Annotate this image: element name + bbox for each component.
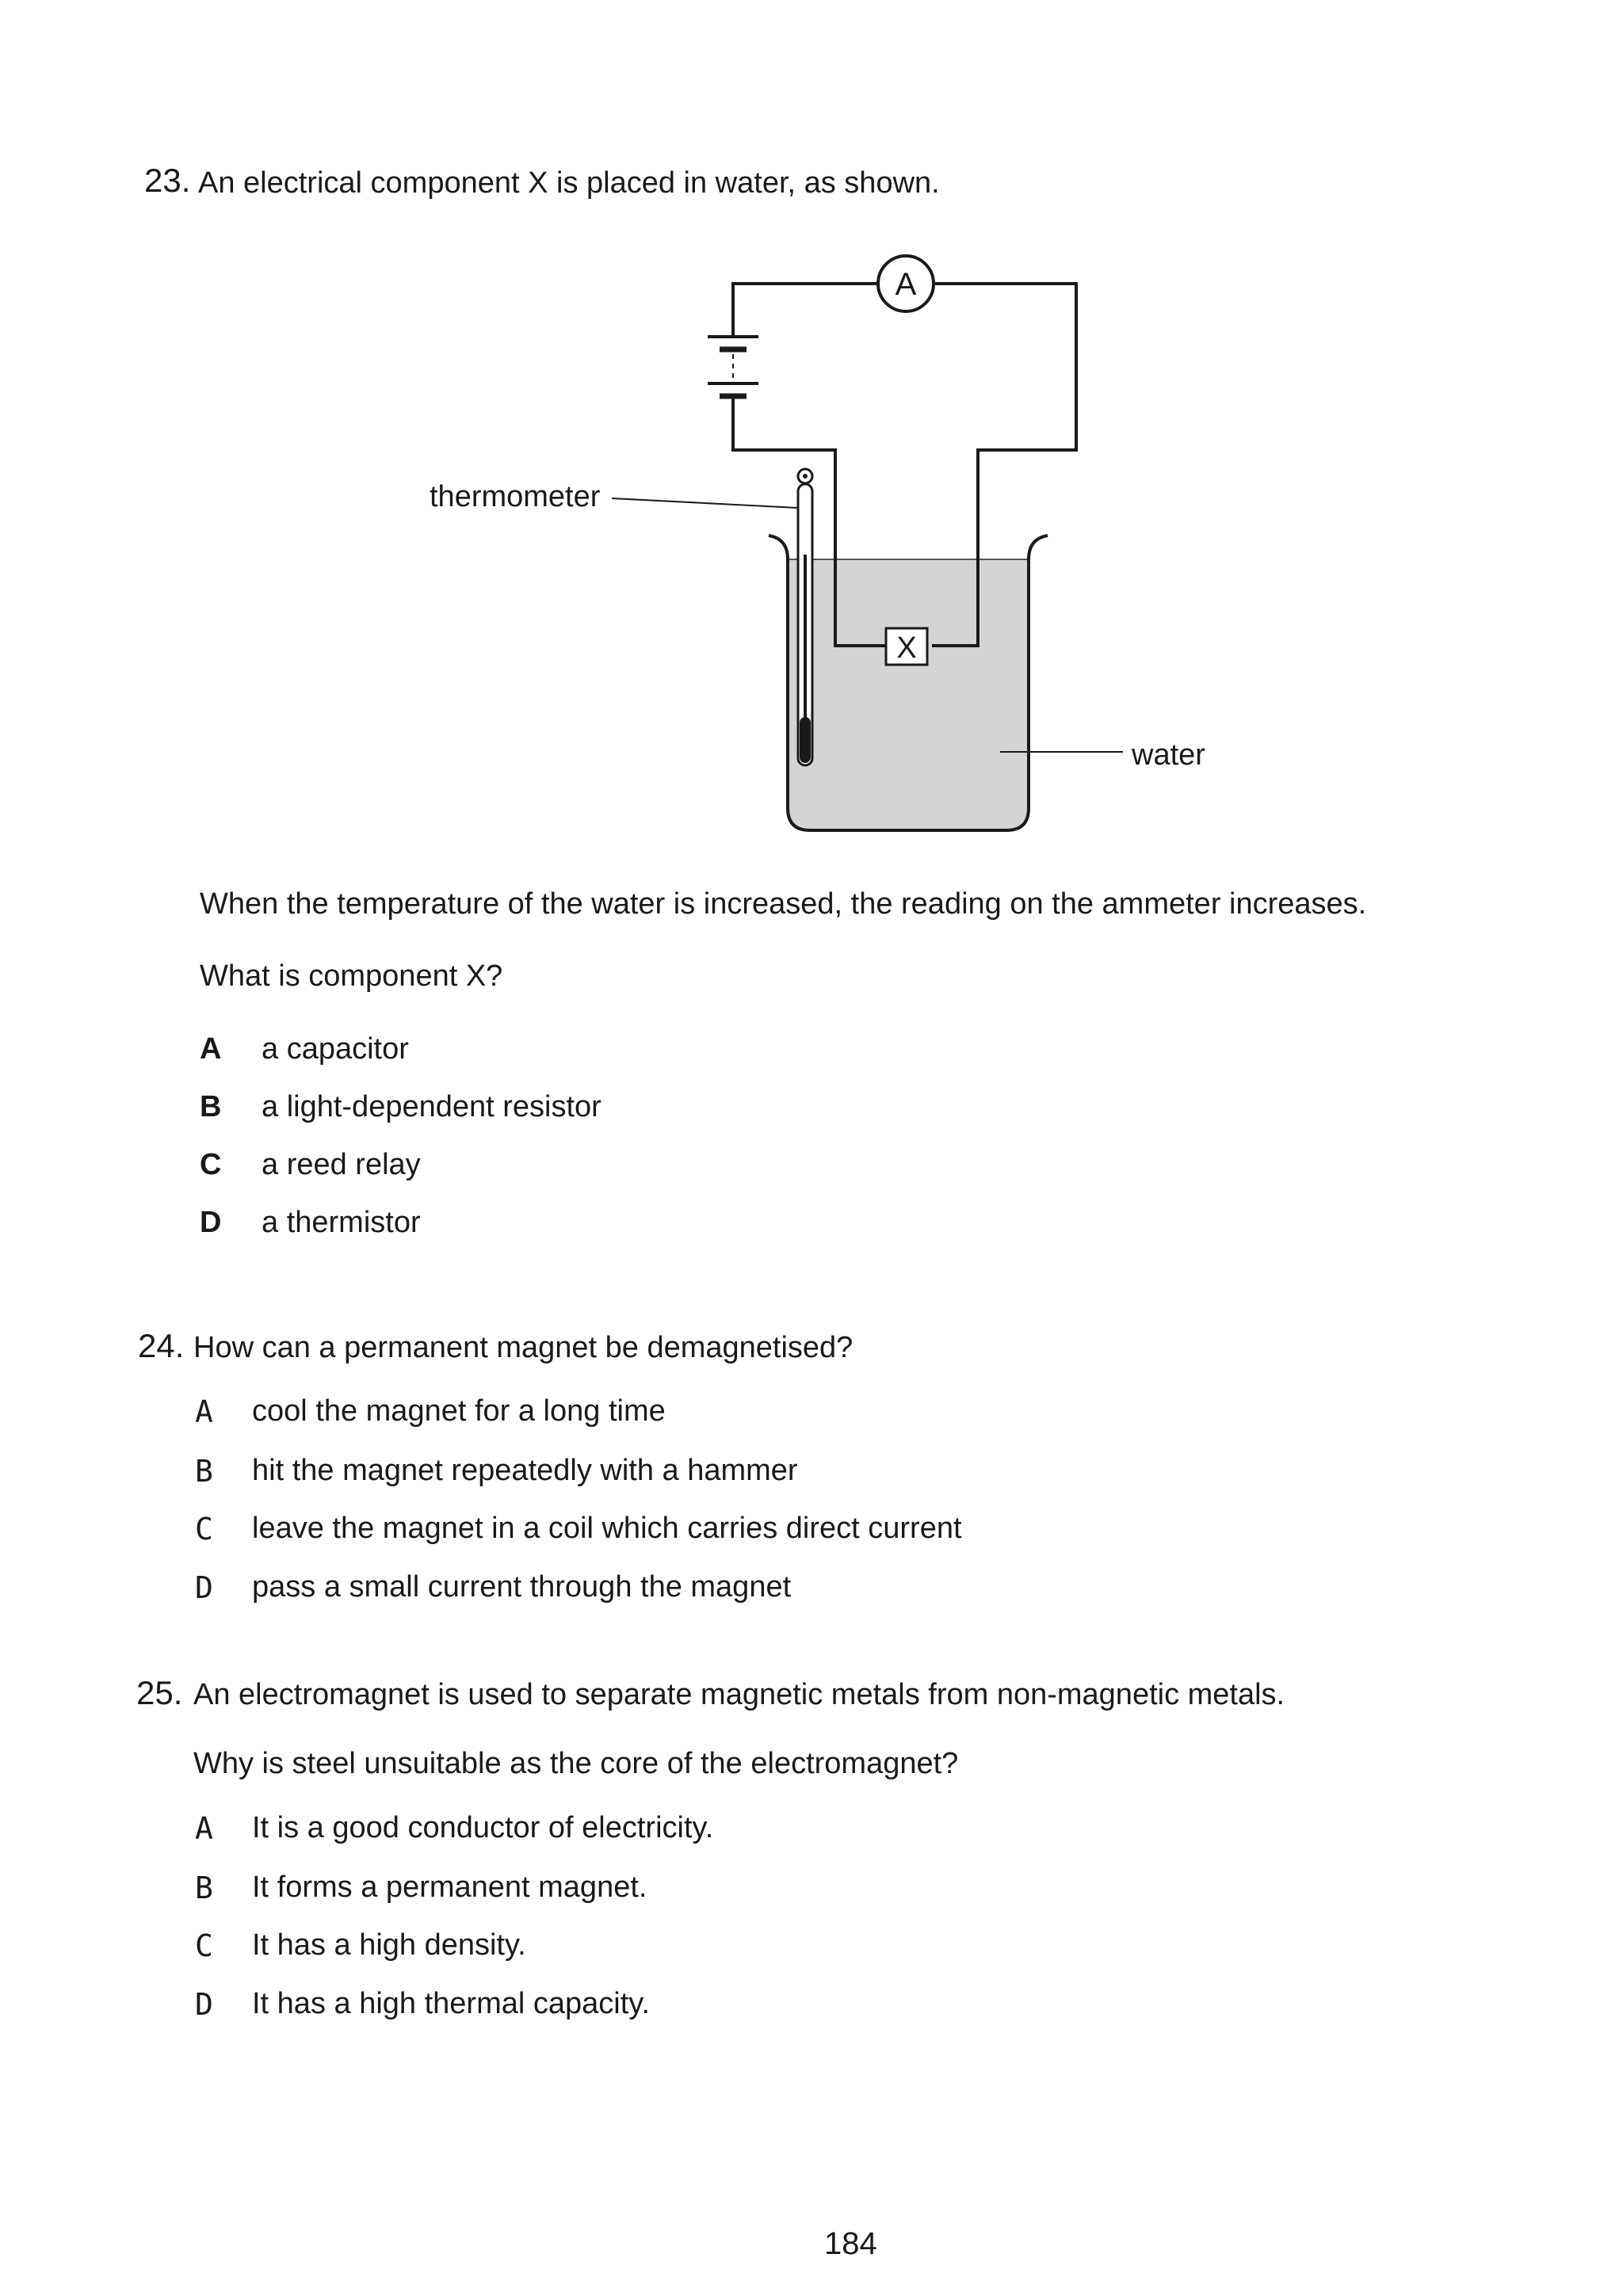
q25-number: 25. — [136, 1674, 183, 1711]
thermometer-label: thermometer — [430, 480, 601, 513]
water-label: water — [1132, 738, 1205, 772]
q25-text1: Why is steel unsuitable as the core of the electromagnet? — [193, 1747, 959, 1780]
thermometer-leader — [612, 498, 797, 508]
q24-option-a-letter: A — [195, 1394, 213, 1429]
q23-option-b-letter: B — [200, 1090, 222, 1123]
q23-option-c-letter: C — [200, 1148, 222, 1181]
ammeter-label: A — [895, 267, 917, 302]
q24-option-a-text: cool the magnet for a long time — [252, 1394, 666, 1428]
q23-number: 23. — [144, 162, 191, 199]
q23-option-b-text: a light-dependent resistor — [262, 1090, 601, 1123]
q25-option-d-text: It has a high thermal capacity. — [252, 1987, 650, 2020]
q25-option-a-text: It is a good conductor of electricity. — [252, 1811, 714, 1844]
q25-option-c-text: It has a high density. — [252, 1928, 526, 1962]
q24-number: 24. — [138, 1327, 185, 1364]
page-number: 184 — [824, 2226, 877, 2261]
q24-option-d-text: pass a small current through the magnet — [252, 1570, 792, 1604]
q24-option-d-letter: D — [195, 1570, 213, 1605]
q24-option-b-text: hit the magnet repeatedly with a hammer — [252, 1454, 798, 1487]
q25-option-b-letter: B — [195, 1871, 213, 1905]
q23-option-a-text: a capacitor — [262, 1032, 409, 1066]
battery-symbol — [708, 337, 758, 396]
water-fill — [789, 559, 1027, 829]
q23-stem: An electrical component X is placed in water, as shown. — [198, 166, 940, 200]
q24-option-b-letter: B — [195, 1454, 213, 1489]
q23-option-d-letter: D — [200, 1206, 222, 1239]
thermometer — [798, 469, 812, 765]
circuit-diagram — [0, 0, 1623, 871]
q25-option-a-letter: A — [195, 1811, 213, 1846]
q25-option-d-letter: D — [195, 1987, 213, 2022]
q25-stem: An electromagnet is used to separate magnetic metals from non-magnetic metals. — [193, 1678, 1285, 1711]
q23-option-c-text: a reed relay — [262, 1148, 421, 1181]
q23-option-d-text: a thermistor — [262, 1206, 421, 1239]
q24-option-c-text: leave the magnet in a coil which carries direct current — [252, 1512, 962, 1545]
q23-text1: When the temperature of the water is increased, the reading on the ammeter increases. — [200, 887, 1367, 921]
q25-option-c-letter: C — [195, 1928, 213, 1963]
q24-option-c-letter: C — [195, 1512, 213, 1547]
component-x-label: X — [896, 631, 917, 665]
q24-stem: How can a permanent magnet be demagnetised? — [193, 1331, 854, 1364]
q23-text2: What is component X? — [200, 959, 503, 993]
q23-option-a-letter: A — [200, 1032, 222, 1066]
q25-option-b-text: It forms a permanent magnet. — [252, 1871, 647, 1904]
